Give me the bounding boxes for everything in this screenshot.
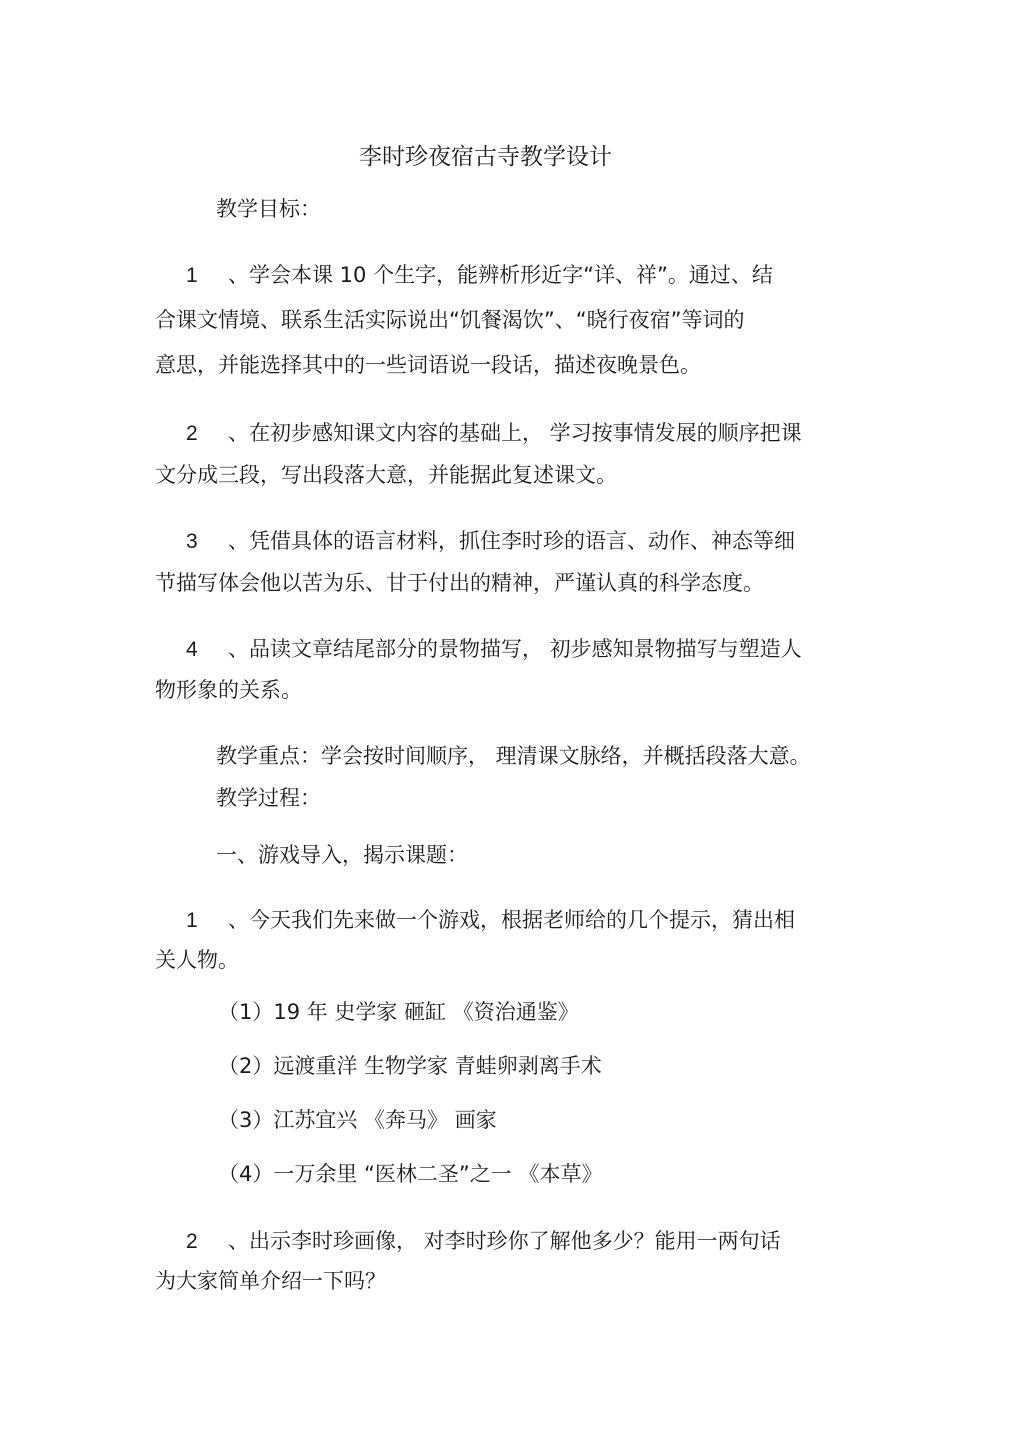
process-heading: 教学过程： bbox=[216, 786, 321, 810]
hint-1: （1）19 年 史学家 砸缸 《资治通鉴》 bbox=[218, 1000, 579, 1024]
step-2-line-2: 为大家简单介绍一下吗？ bbox=[155, 1269, 386, 1293]
goal-1-line-3: 意思，并能选择其中的一些词语说一段话，描述夜晚景色。 bbox=[155, 353, 701, 377]
hint-4: （4）一万余里 “医林二圣”之一 《本草》 bbox=[218, 1162, 603, 1186]
step-1-number: 1 bbox=[186, 909, 198, 932]
step-1-line-1: 、今天我们先来做一个游戏，根据老师给的几个提示，猜出相 bbox=[228, 908, 795, 932]
goal-1-number: 1 bbox=[186, 264, 198, 287]
goal-3-number: 3 bbox=[186, 530, 198, 553]
goal-4-line-2: 物形象的关系。 bbox=[155, 678, 302, 702]
hint-2: （2）远渡重洋 生物学家 青蛙卵剥离手术 bbox=[218, 1054, 602, 1078]
step-2-line-1: 、出示李时珍画像， 对李时珍你了解他多少？能用一两句话 bbox=[228, 1229, 781, 1253]
goal-3-line-2: 节描写体会他以苦为乐、甘于付出的精神，严谨认真的科学态度。 bbox=[155, 571, 764, 595]
goals-heading: 教学目标： bbox=[216, 197, 321, 221]
page-title: 李时珍夜宿古寺教学设计 bbox=[359, 144, 612, 170]
hint-3: （3）江苏宜兴 《奔马》 画家 bbox=[218, 1108, 497, 1132]
key-point: 教学重点：学会按时间顺序， 理清课文脉络，并概括段落大意。 bbox=[216, 744, 811, 768]
goal-3-line-1: 、凭借具体的语言材料，抓住李时珍的语言、动作、神态等细 bbox=[228, 529, 795, 553]
goal-4-number: 4 bbox=[186, 638, 198, 661]
goal-2-line-1: 、在初步感知课文内容的基础上， 学习按事情发展的顺序把课 bbox=[228, 421, 802, 445]
goal-1-line-1: 、学会本课 10 个生字，能辨析形近字“详、祥”。通过、结 bbox=[228, 263, 773, 287]
section-1-heading: 一、游戏导入，揭示课题： bbox=[216, 843, 468, 867]
goal-2-line-2: 文分成三段，写出段落大意，并能据此复述课文。 bbox=[155, 463, 617, 487]
step-1-line-2: 关人物。 bbox=[155, 948, 239, 972]
step-2-number: 2 bbox=[186, 1230, 198, 1253]
goal-1-line-2: 合课文情境、联系生活实际说出“饥餐渴饮”、“晓行夜宿”等词的 bbox=[155, 308, 745, 332]
goal-4-line-1: 、品读文章结尾部分的景物描写， 初步感知景物描写与塑造人 bbox=[228, 637, 802, 661]
goal-2-number: 2 bbox=[186, 422, 198, 445]
